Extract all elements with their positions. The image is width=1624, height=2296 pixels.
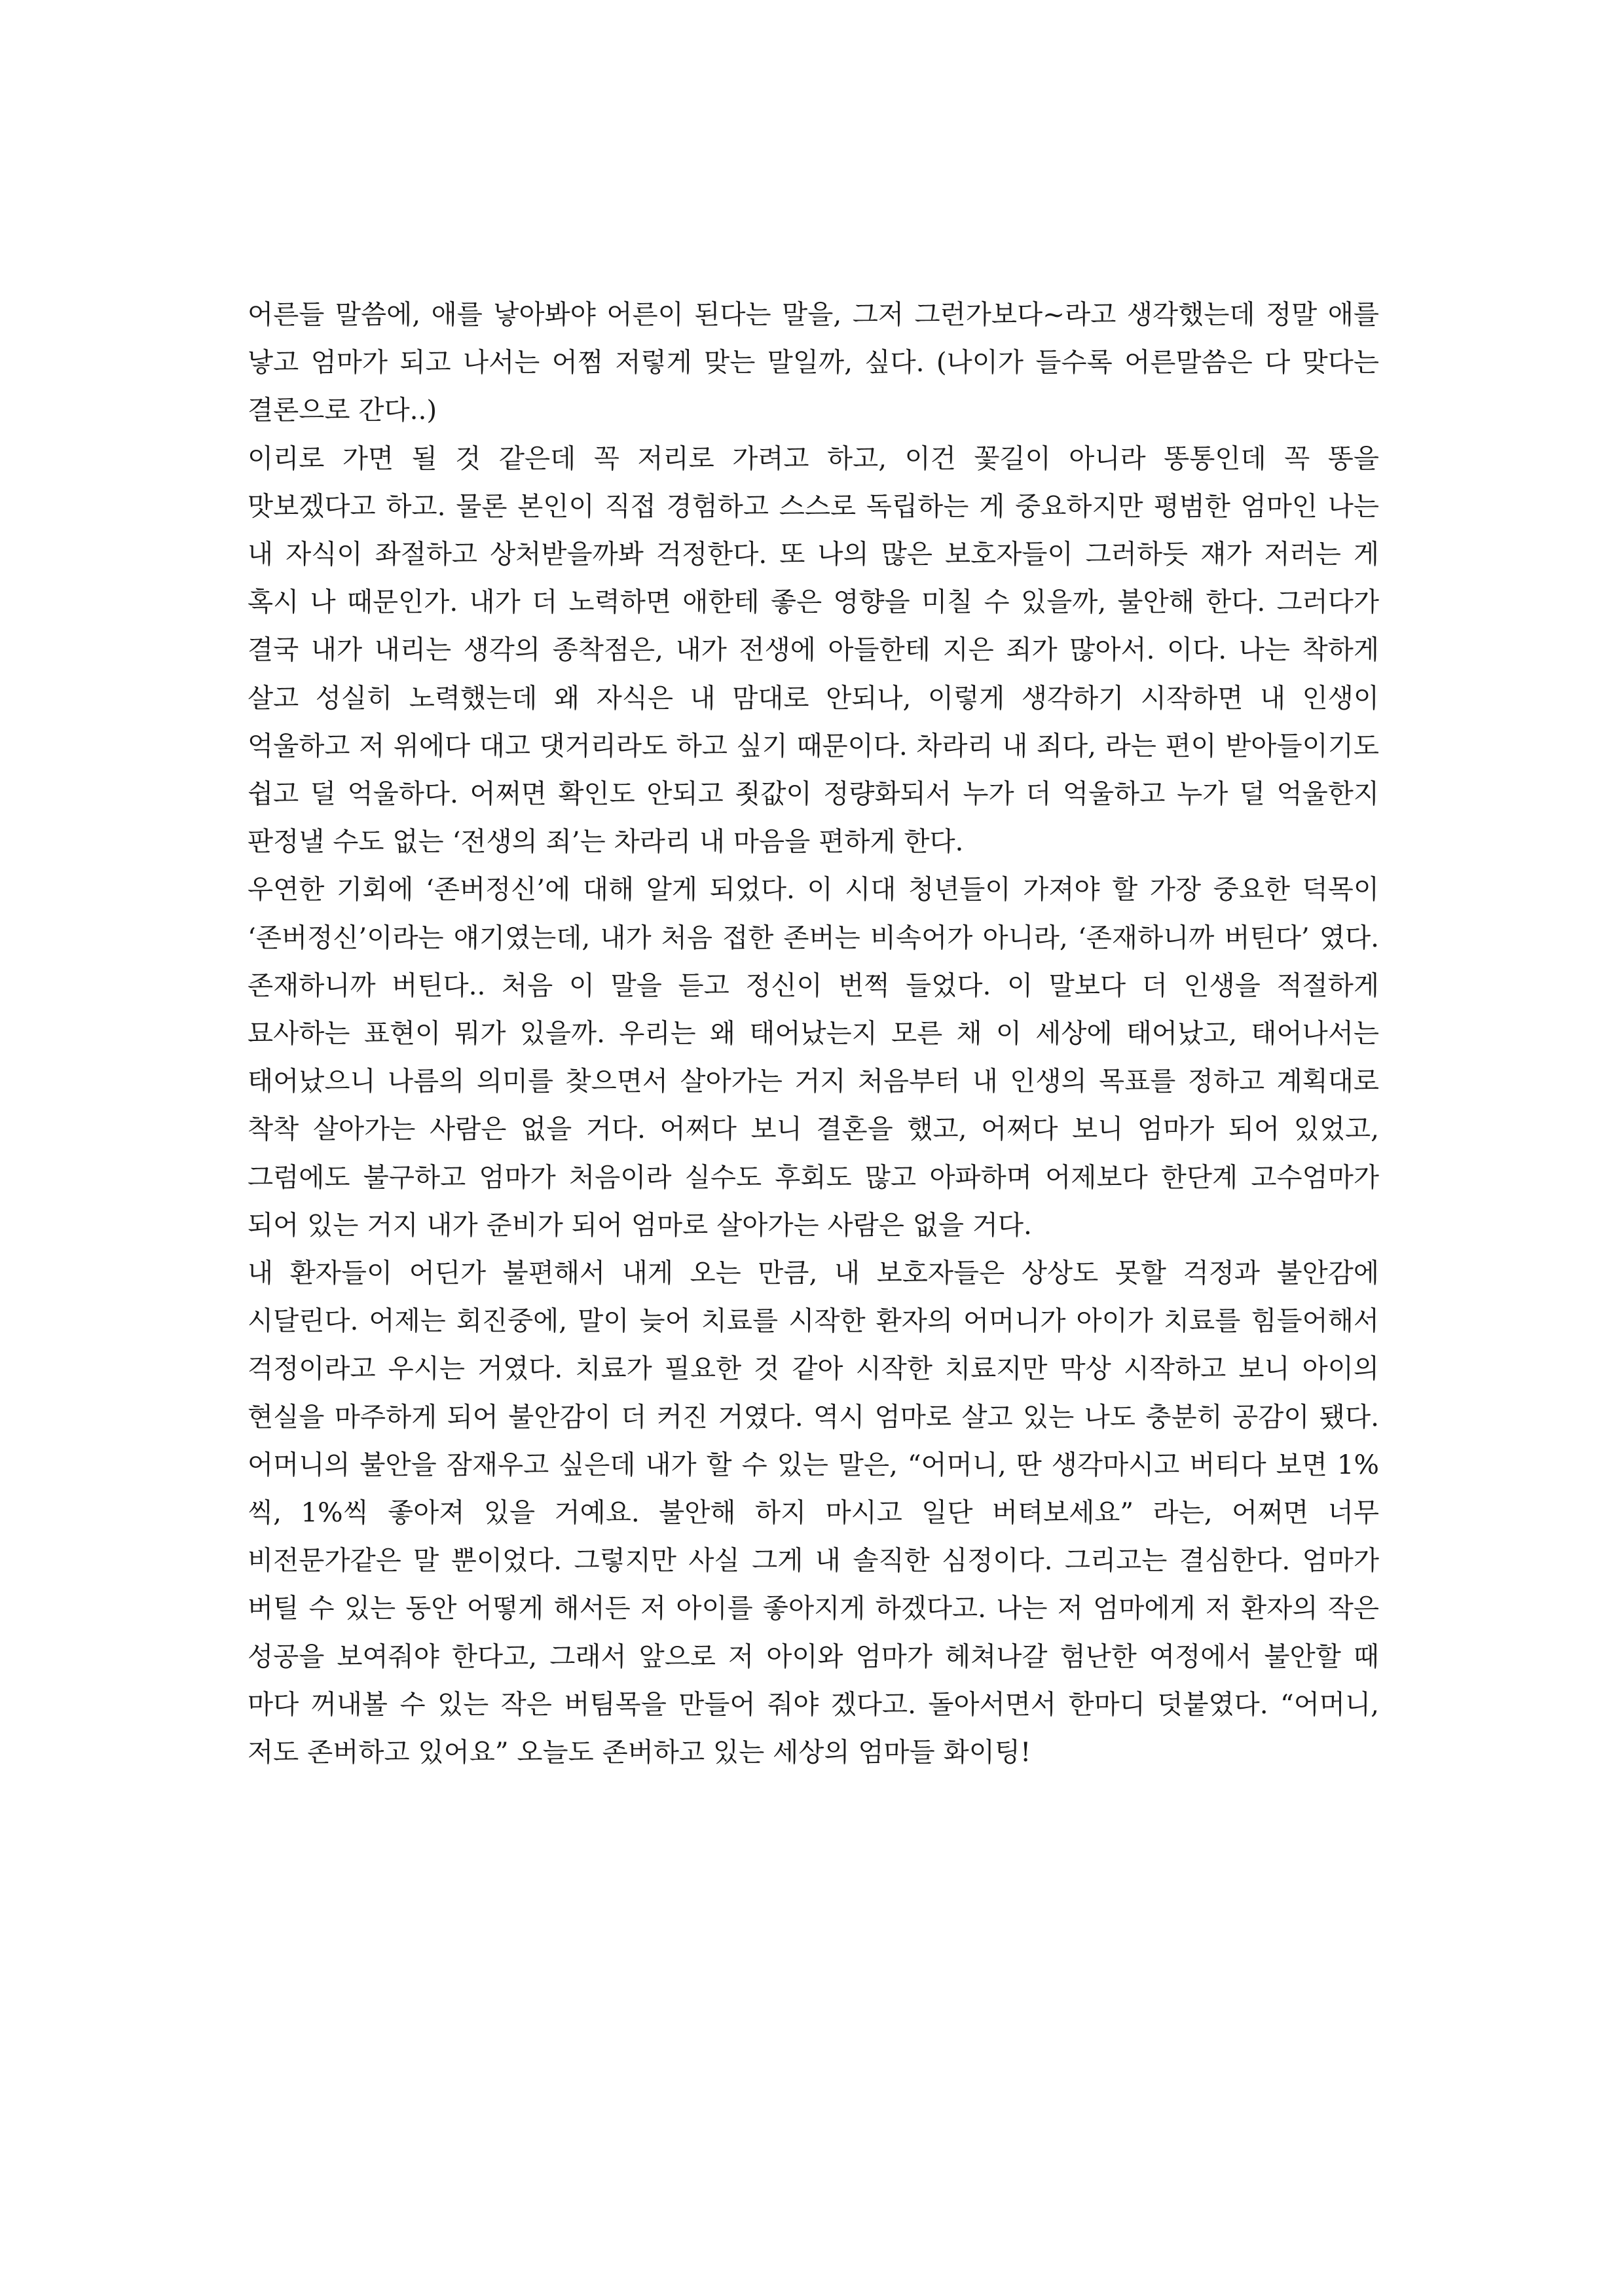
paragraph-2: 이리로 가면 될 것 같은데 꼭 저리로 가려고 하고, 이건 꽃길이 아니라 똥통인데 꼭 똥을 맛보겠다고 하고. 물론 본인이 직접 경험하고 스스로 독립하는 게 중요하지만 평범한 엄마인 나는 내 자식이 좌절하고 상처받을까봐 걱정한다. 또 나의 많은 보호자들이 그러하듯 쟤가 저러는 게 혹시 나 때문인가. 내가 더 노력하면 애한테 좋은 영향을 미칠 수 있을까, 불안해 한다. 그러다가 결국 내가 내리는 생각의 종착점은, 내가 전생에 아들한테 지은 죄가 많아서. 이다. 나는 착하게 살고 성실히 노력했는데 왜 자식은 내 맘대로 안되나, 이렇게 생각하기 시작하면 내 인생이 억울하고 저 위에다 대고 댓거리라도 하고 싶기 때문이다. 차라리 내 죄다, 라는 편이 받아들이기도 쉽고 덜 억울하다. 어쩌면 확인도 안되고 죗값이 정량화되서 누가 더 억울하고 누가 덜 억울한지 판정낼 수도 없는 ‘전생의 죄’는 차라리 내 마음을 편하게 한다. xyxy=(248,442,1379,858)
paragraph-4: 내 환자들이 어딘가 불편해서 내게 오는 만큼, 내 보호자들은 상상도 못할 걱정과 불안감에 시달린다. 어제는 회진중에, 말이 늦어 치료를 시작한 환자의 어머니가 아이가 치료를 힘들어해서 걱정이라고 우시는 거였다. 치료가 필요한 것 같아 시작한 치료지만 막상 시작하고 보니 아이의 현실을 마주하게 되어 불안감이 더 커진 거였다. 역시 엄마로 살고 있는 나도 충분히 공감이 됐다. 어머니의 불안을 잠재우고 싶은데 내가 할 수 있는 말은, “어머니, 딴 생각마시고 버티다 보면 1%씩, 1%씩 좋아져 있을 거예요. 불안해 하지 마시고 일단 버텨보세요” 라는, 어쩌면 너무 비전문가같은 말 뿐이었다. 그렇지만 사실 그게 내 솔직한 심정이다. 그리고는 결심한다. 엄마가 버틸 수 있는 동안 어떻게 해서든 저 아이를 좋아지게 하겠다고. 나는 저 엄마에게 저 환자의 작은 성공을 보여줘야 한다고, 그래서 앞으로 저 아이와 엄마가 헤쳐나갈 험난한 여정에서 불안할 때 마다 꺼내볼 수 있는 작은 버팀목을 만들어 줘야 겠다고. 돌아서면서 한마디 덧붙였다. “어머니, 저도 존버하고 있어요” 오늘도 존버하고 있는 세상의 엄마들 화이팅! xyxy=(248,1257,1379,1768)
essay-body xyxy=(248,291,1379,1776)
paragraph-1: 어른들 말씀에, 애를 낳아봐야 어른이 된다는 말을, 그저 그런가보다~라고 생각했는데 정말 애를 낳고 엄마가 되고 나서는 어쩜 저렇게 맞는 말일까, 싶다. (나이가 들수록 어른말씀은 다 맞다는 결론으로 간다..) xyxy=(248,299,1379,426)
paragraph-3: 우연한 기회에 ‘존버정신’에 대해 알게 되었다. 이 시대 청년들이 가져야 할 가장 중요한 덕목이 ‘존버정신’이라는 얘기였는데, 내가 처음 접한 존버는 비속어가 아니라, ‘존재하니까 버틴다’ 였다. 존재하니까 버틴다.. 처음 이 말을 듣고 정신이 번쩍 들었다. 이 말보다 더 인생을 적절하게 묘사하는 표현이 뭐가 있을까. 우리는 왜 태어났는지 모른 채 이 세상에 태어났고, 태어나서는 태어났으니 나름의 의미를 찾으면서 살아가는 거지 처음부터 내 인생의 목표를 정하고 계획대로 착착 살아가는 사람은 없을 거다. 어쩌다 보니 결혼을 했고, 어쩌다 보니 엄마가 되어 있었고, 그럼에도 불구하고 엄마가 처음이라 실수도 후회도 많고 아파하며 어제보다 한단계 고수엄마가 되어 있는 거지 내가 준비가 되어 엄마로 살아가는 사람은 없을 거다. xyxy=(248,873,1379,1241)
